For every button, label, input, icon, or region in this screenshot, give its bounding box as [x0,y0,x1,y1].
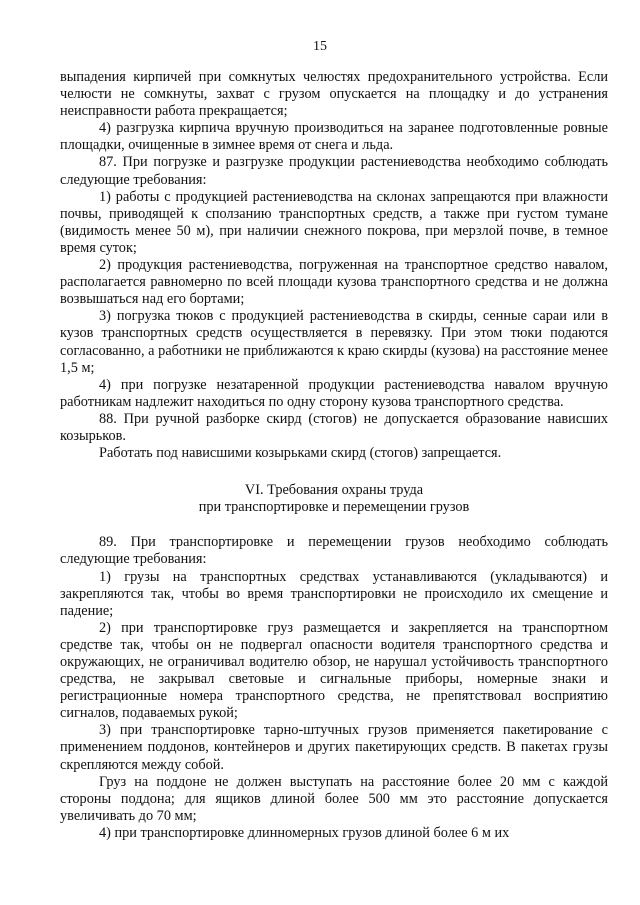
paragraph: 4) при погрузке незатаренной продукции растениеводства навалом вручную работникам надлежит находиться по одну сторону кузова транспортного средства. [60,376,608,410]
page-number: 15 [313,39,327,54]
paragraph-clause-89: 89. При транспортировке и перемещении грузов необходимо соблюдать следующие требования: [60,534,608,568]
paragraph: 2) продукция растениеводства, погруженная на транспортное средство навалом, располагается равномерно по всей площади кузова транспортного средства и не должна возвышаться над его бортами; [60,257,608,308]
paragraph: 2) при транспортировке груз размещается и закрепляется на транспортном средстве так, чтобы он не подвергал опасности водителя транспортного средства и окружающих, не ограничивал водителю обзор, не нарушал устойчивость транспортного средства, не закрывал световые и сигнальные приборы, номерные знаки и регистрационные номера транспортного средства, не препятствовал восприятию сигналов, подаваемых рукой; [60,619,608,722]
section-heading-line-2: при транспортировке и перемещении грузов [198,499,470,516]
paragraph-truncated: 4) при транспортировке длинномерных грузов длиной более 6 м их [99,824,510,841]
paragraph-continuation: выпадения кирпичей при сомкнутых челюстях предохранительного устройства. Если челюсти не сомкнуты, захват с грузом опускается на площадку и до устранения неисправности работа прекращается; [60,69,608,120]
paragraph: Груз на поддоне не должен выступать на расстояние более 20 мм с каждой стороны поддона; для ящиков длиной более 500 мм это расстояние допускается увеличивать до 70 мм; [60,773,608,824]
paragraph: 1) работы с продукцией растениеводства на склонах запрещаются при влажности почвы, приводящей к сползанию транспортных средств, а также при густом тумане (видимость менее 50 м), при наличии снежного покрова, при мерзлой почве, в темное время суток; [60,188,608,256]
paragraph-clause-87: 87. При погрузке и разгрузке продукции растениеводства необходимо соблюдать следующие требования: [60,154,608,188]
section-heading [60,482,608,516]
section-heading-line-1: VI. Требования охраны труда [244,482,424,499]
paragraph: 4) разгрузка кирпича вручную производиться на заранее подготовленные ровные площадки, очищенные в зимнее время от снега и льда. [60,120,608,154]
paragraph: 3) при транспортировке тарно-штучных грузов применяется пакетирование с применением поддонов, контейнеров и других пакетирующих средств. В пакетах грузы скрепляются между собой. [60,722,608,773]
paragraph: Работать под нависшими козырьками скирд (стогов) запрещается. [99,445,502,462]
paragraph: 3) погрузка тюков с продукцией растениеводства в скирды, сенные сараи или в кузов транспортных средств осуществляется в перевязку. При этом тюки подаются согласованно, а работники не приближаются к краю скирды (кузова) на расстояние менее 1,5 м; [60,308,608,376]
paragraph: 1) грузы на транспортных средствах устанавливаются (укладываются) и закрепляются так, чтобы во время транспортировки не происходило их смещение и падение; [60,568,608,619]
document-body [60,69,608,842]
paragraph-clause-88: 88. При ручной разборке скирд (стогов) не допускается образование нависших козырьков. [60,410,608,444]
